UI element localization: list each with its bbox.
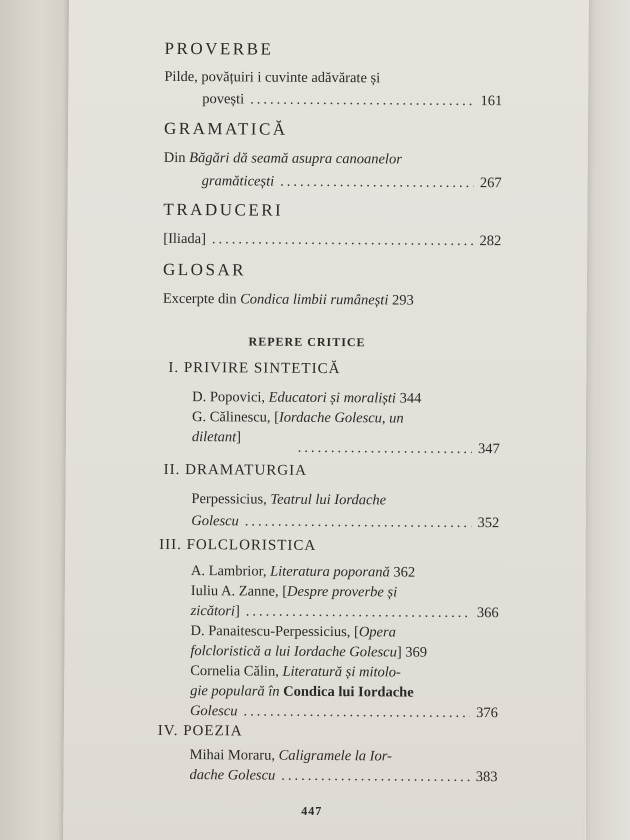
repere-critice-title: REPERE CRITICE	[248, 334, 366, 350]
entry-proverbe-row	[202, 91, 502, 110]
entry-popovici: D. Popovici, Educatori și moraliști 344	[192, 389, 422, 407]
repere-heading-dramaturgia: II. DRAMATURGIA	[163, 461, 308, 479]
page-number: 362	[393, 564, 416, 581]
entry-gramatica-line2: gramăticești	[201, 173, 275, 190]
section-heading-traduceri: TRADUCERI	[163, 199, 284, 220]
section-heading-glosar: GLOSAR	[162, 259, 247, 280]
page-number: 161	[480, 93, 503, 110]
entry-calin-line1: Cornelia Călin, Literatură și mitolo-	[190, 663, 401, 681]
repere-heading-folcloristica: III. FOLCLORISTICA	[159, 536, 317, 554]
section-heading-gramatica: GRAMATICĂ	[163, 118, 288, 139]
page-number: 267	[479, 175, 502, 192]
entry-perpessicius-line1: Perpessicius, Teatrul lui Iordache	[191, 491, 387, 509]
entry-zanne-row: zicători] ..... 366	[191, 603, 499, 622]
folio-page-number: 447	[301, 803, 323, 818]
page-number: 344	[399, 390, 422, 407]
entry-panaitescu-line2: folcloristică a lui Iordache Golescu] 369	[190, 643, 428, 661]
section-heading-proverbe: PROVERBE	[164, 38, 274, 59]
entry-proverbe-line1: Pilde, povățuiri i cuvinte adăvărate și	[164, 68, 381, 87]
page-number: 347	[478, 441, 500, 458]
entry-traduceri: [Iliada]	[163, 230, 206, 248]
entry-glosar: Excerpte din Condica limbii rumânești 293	[162, 290, 414, 309]
entry-moraru-line1: Mihai Moraru, Caligramele la Ior-	[189, 747, 392, 765]
page-number: 282	[479, 233, 502, 250]
leader-dots	[281, 768, 470, 786]
leader-dots	[212, 231, 474, 250]
entry-gramatica-line1: Din Băgări dă seamă asupra canoanelor	[163, 149, 402, 168]
entry-calinescu-row	[292, 440, 500, 458]
page-number: 383	[475, 769, 498, 786]
leader-dots	[245, 513, 472, 532]
page-number: 352	[477, 515, 500, 532]
leader-dots	[280, 174, 474, 192]
book-page	[63, 0, 589, 840]
leader-dots	[298, 440, 472, 458]
entry-lambrior: A. Lambrior, Literatura poporană 362	[190, 563, 416, 581]
repere-heading-privire: I. PRIVIRE SINTETICĂ	[168, 359, 341, 378]
entry-calinescu-line1: G. Călinescu, [Iordache Golescu, un	[191, 409, 404, 427]
page-number: 376	[476, 705, 499, 722]
table-of-contents	[63, 0, 589, 840]
entry-panaitescu-line1: D. Panaitescu-Perpessicius, [Opera	[190, 623, 396, 641]
leader-dots	[250, 91, 474, 110]
entry-perpessicius-row: Golescu ..... 352	[191, 513, 499, 532]
leader-dots	[243, 703, 470, 722]
entry-traduceri-row	[163, 231, 501, 250]
page-number: 293	[391, 292, 414, 309]
leader-dots	[246, 603, 471, 622]
entry-moraru-row: dache Golescu ..... 383	[189, 767, 497, 786]
entry-zanne-line1: Iuliu A. Zanne, [Despre proverbe și	[190, 583, 398, 601]
entry-calin-line2: gie populară în Condica lui Iordache	[190, 683, 414, 701]
entry-calin-row: Golescu ..... 376	[190, 703, 498, 722]
entry-calinescu-line2: diletant]	[191, 429, 242, 446]
page-number: 369	[405, 644, 428, 661]
next-page-edge	[586, 0, 630, 840]
previous-page-edge	[0, 0, 70, 840]
page-number: 366	[476, 605, 499, 622]
repere-heading-poezia: IV. POEZIA	[157, 722, 243, 740]
entry-gramatica-row	[202, 173, 502, 192]
entry-proverbe-line2: povești	[202, 91, 245, 108]
